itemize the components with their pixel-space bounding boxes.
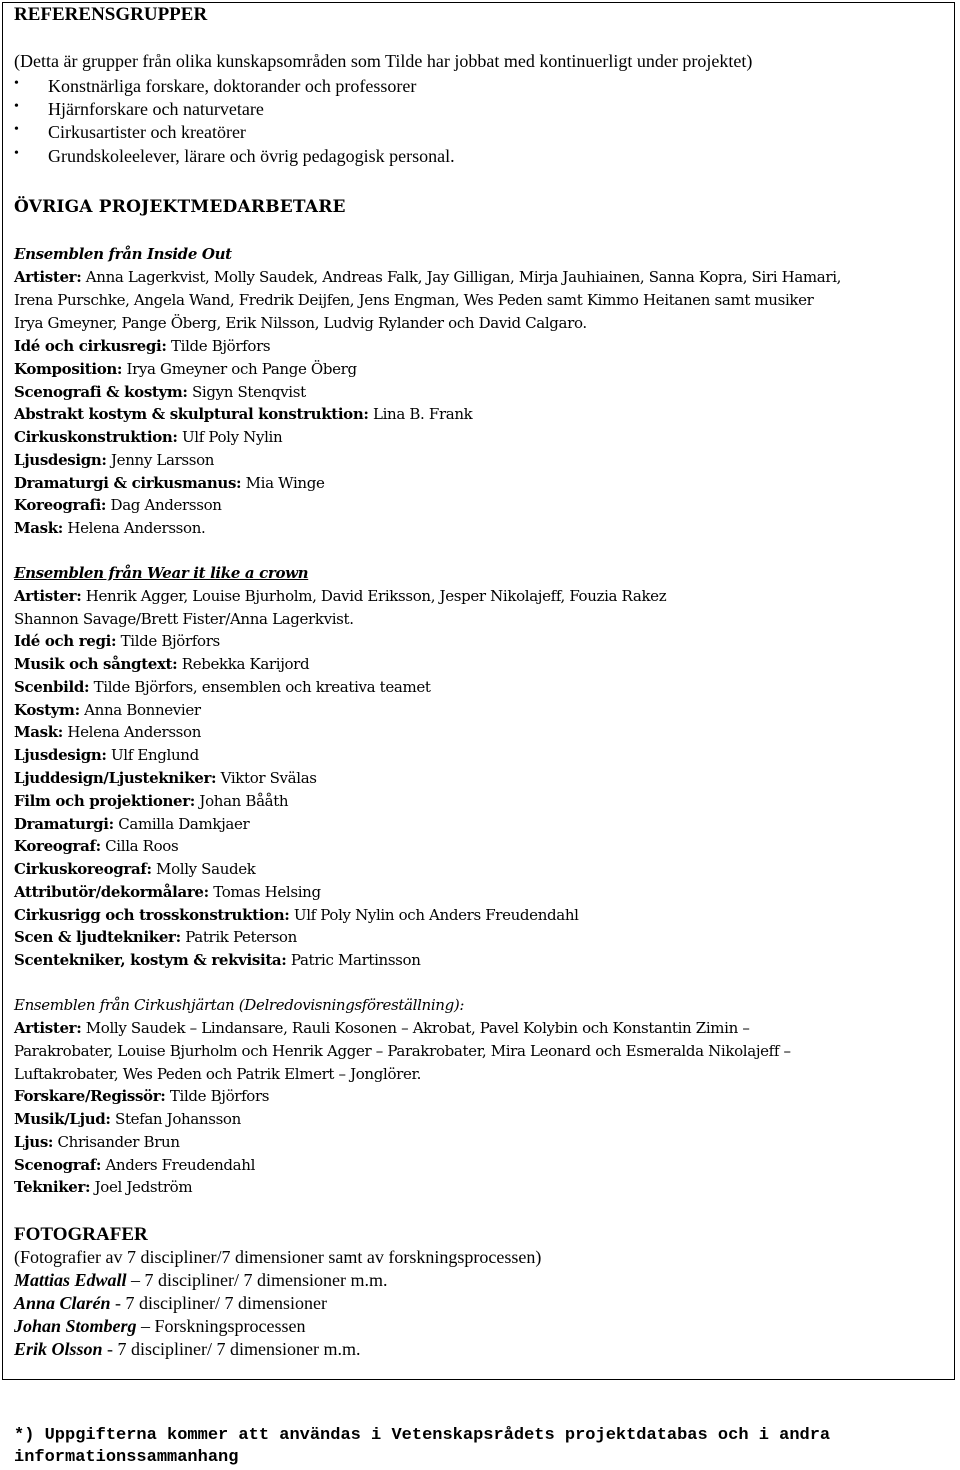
photographer-line: Johan Stomberg – Forskningsprocessen xyxy=(14,1316,306,1336)
list-item-text: Hjärnforskare och naturvetare xyxy=(48,99,264,119)
inside-out-artists-line-2: Irena Purschke, Angela Wand, Fredrik Deijfen, Jens Engman, Wes Peden samt Kimmo Heitanen samt musiker xyxy=(14,291,814,309)
wear-crown-artists-line-2: Shannon Savage/Brett Fister/Anna Lagerkvist. xyxy=(14,610,354,628)
footer-note-line-1: *) Uppgifterna kommer att användas i Vetenskapsrådets projektdatabas och i andra xyxy=(14,1426,831,1445)
bullet-icon: • xyxy=(14,122,19,137)
credit-line: Musik och sångtext: Rebekka Karijord xyxy=(14,655,310,673)
credit-line: Koreograf: Cilla Roos xyxy=(14,837,179,855)
inside-out-artists-line-1: Artister: Anna Lagerkvist, Molly Saudek, Andreas Falk, Jay Gilligan, Mirja Jauhiainen, Sanna Kopra, Siri Hamari, xyxy=(14,268,842,286)
inside-out-title: Ensemblen från Inside Out xyxy=(14,245,232,263)
credit-line: Mask: Helena Andersson. xyxy=(14,519,206,537)
credit-line: Koreografi: Dag Andersson xyxy=(14,496,222,514)
credit-line: Film och projektioner: Johan Bååth xyxy=(14,792,289,810)
referens-heading: REFERENSGRUPPER xyxy=(14,4,208,25)
cirkushjartan-artists-line-3: Luftakrobater, Wes Peden och Patrik Elmert – Jonglörer. xyxy=(14,1065,422,1083)
credit-line: Ljusdesign: Jenny Larsson xyxy=(14,451,215,469)
credit-line: Cirkuskonstruktion: Ulf Poly Nylin xyxy=(14,428,283,446)
credit-line: Scenbild: Tilde Björfors, ensemblen och kreativa teamet xyxy=(14,678,431,696)
credit-line: Scentekniker, kostym & rekvisita: Patric Martinsson xyxy=(14,951,421,969)
bullet-icon: • xyxy=(14,146,19,161)
list-item-text: Konstnärliga forskare, doktorander och professorer xyxy=(48,76,417,96)
credit-line: Komposition: Irya Gmeyner och Pange Öberg xyxy=(14,360,357,378)
credit-line: Dramaturgi & cirkusmanus: Mia Winge xyxy=(14,474,325,492)
credit-line: Scenograf: Anders Freudendahl xyxy=(14,1156,256,1174)
credit-line: Ljusdesign: Ulf Englund xyxy=(14,746,199,764)
footer-note-line-2: informationssammanhang xyxy=(14,1448,239,1467)
credit-line: Dramaturgi: Camilla Damkjaer xyxy=(14,815,250,833)
credit-line: Forskare/Regissör: Tilde Björfors xyxy=(14,1087,270,1105)
credit-line: Ljus: Chrisander Brun xyxy=(14,1133,180,1151)
bullet-icon: • xyxy=(14,99,19,114)
credit-line: Mask: Helena Andersson xyxy=(14,723,202,741)
bullet-icon: • xyxy=(14,76,19,91)
list-item xyxy=(0,99,600,121)
wear-crown-title: Ensemblen från Wear it like a crown xyxy=(14,564,309,582)
cirkushjartan-title: Ensemblen från Cirkushjärtan (Delredovisningsföreställning): xyxy=(14,996,465,1014)
ovriga-heading: ÖVRIGA PROJEKTMEDARBETARE xyxy=(14,197,346,217)
list-item xyxy=(0,76,600,98)
list-item xyxy=(0,122,600,144)
list-item-text: Grundskoleelever, lärare och övrig pedagogisk personal. xyxy=(48,146,455,166)
fotografer-intro: (Fotografier av 7 discipliner/7 dimensioner samt av forskningsprocessen) xyxy=(14,1247,542,1267)
credit-line: Idé och cirkusregi: Tilde Björfors xyxy=(14,337,271,355)
photographer-line: Mattias Edwall – 7 discipliner/ 7 dimensioner m.m. xyxy=(14,1270,388,1290)
credit-line: Scen & ljudtekniker: Patrik Peterson xyxy=(14,928,297,946)
credit-line: Scenografi & kostym: Sigyn Stenqvist xyxy=(14,383,306,401)
credit-line: Attributör/dekormålare: Tomas Helsing xyxy=(14,883,321,901)
credit-line: Musik/Ljud: Stefan Johansson xyxy=(14,1110,241,1128)
inside-out-artists-line-3: Irya Gmeyner, Pange Öberg, Erik Nilsson, Ludvig Rylander och David Calgaro. xyxy=(14,314,587,332)
credit-line: Cirkuskoreograf: Molly Saudek xyxy=(14,860,256,878)
cirkushjartan-artists-line-1: Artister: Molly Saudek – Lindansare, Rauli Kosonen – Akrobat, Pavel Kolybin och Konstantin Zimin – xyxy=(14,1019,750,1037)
fotografer-heading: FOTOGRAFER xyxy=(14,1224,148,1245)
list-item-text: Cirkusartister och kreatörer xyxy=(48,122,246,142)
credit-line: Cirkusrigg och trosskonstruktion: Ulf Poly Nylin och Anders Freudendahl xyxy=(14,906,579,924)
cirkushjartan-artists-line-2: Parakrobater, Louise Bjurholm och Henrik Agger – Parakrobater, Mira Leonard och Esmeralda Nikolajeff – xyxy=(14,1042,791,1060)
photographer-line: Erik Olsson - 7 discipliner/ 7 dimensioner m.m. xyxy=(14,1339,361,1359)
credit-line: Tekniker: Joel Jedström xyxy=(14,1178,193,1196)
wear-crown-artists-line-1: Artister: Henrik Agger, Louise Bjurholm, David Eriksson, Jesper Nikolajeff, Fouzia Rakez xyxy=(14,587,667,605)
credit-line: Idé och regi: Tilde Björfors xyxy=(14,632,220,650)
credit-line: Kostym: Anna Bonnevier xyxy=(14,701,201,719)
photographer-line: Anna Clarén - 7 discipliner/ 7 dimensioner xyxy=(14,1293,328,1313)
credit-line: Abstrakt kostym & skulptural konstruktion: Lina B. Frank xyxy=(14,405,473,423)
referens-intro: (Detta är grupper från olika kunskapsområden som Tilde har jobbat med kontinuerligt under projektet) xyxy=(14,51,753,71)
credit-line: Ljuddesign/Ljustekniker: Viktor Svälas xyxy=(14,769,317,787)
list-item xyxy=(0,146,600,168)
